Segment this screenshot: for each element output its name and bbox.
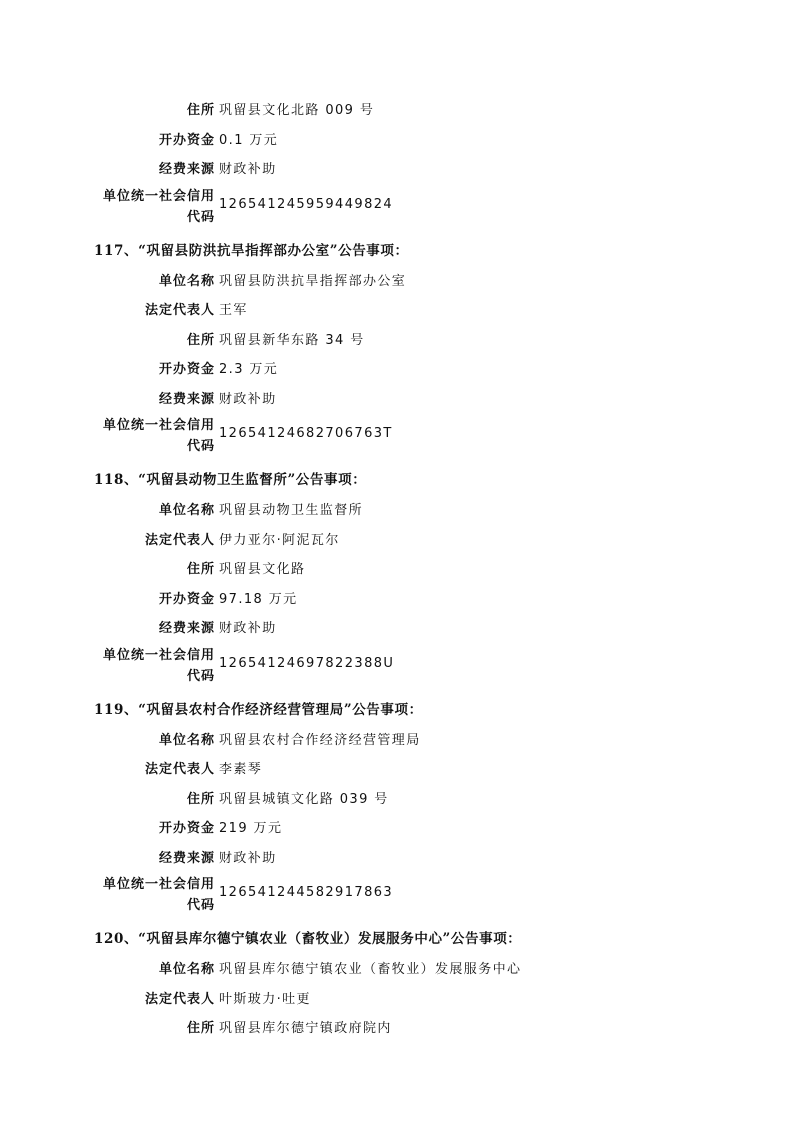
field-rep	[0, 526, 793, 556]
entry-heading-text: 117、“巩留县防洪抗旱指挥部办公室”公告事项：	[94, 242, 409, 259]
label-line: 单位统一社会信用	[102, 188, 215, 204]
field-address	[0, 96, 793, 126]
field-label: 经费来源	[158, 850, 215, 866]
field-value: 巩留县文化路	[219, 562, 306, 577]
field-capital	[0, 355, 793, 385]
field-funding	[0, 155, 793, 185]
field-name	[0, 267, 793, 297]
entry-heading	[0, 233, 793, 267]
entry-heading	[0, 692, 793, 726]
field-value: 126541244582917863	[219, 885, 394, 900]
field-funding	[0, 844, 793, 874]
field-funding	[0, 385, 793, 415]
field-label: 法定代表人	[144, 532, 215, 548]
field-label: 法定代表人	[144, 303, 215, 318]
field-label	[15, 874, 215, 916]
field-label: 单位名称	[158, 273, 215, 289]
field-value: 叶斯玻力·吐更	[219, 991, 311, 1007]
field-address	[0, 1014, 793, 1044]
field-label: 住所	[186, 103, 215, 118]
label-line: 代码	[186, 439, 215, 454]
field-label	[15, 415, 215, 457]
entry-heading-text: 118、“巩留县动物卫生监督所”公告事项：	[94, 472, 367, 488]
field-rep	[0, 296, 793, 326]
field-credit-code	[0, 644, 793, 692]
label-line: 单位统一社会信用	[102, 418, 215, 433]
field-value: 巩留县防洪抗旱指挥部办公室	[219, 273, 407, 289]
field-address	[0, 785, 793, 815]
field-label: 单位名称	[158, 503, 215, 518]
field-capital	[0, 585, 793, 615]
field-name	[0, 955, 793, 985]
field-label: 住所	[186, 791, 215, 807]
field-label: 单位名称	[158, 962, 215, 977]
field-value: 219 万元	[219, 821, 283, 836]
field-rep	[0, 755, 793, 785]
field-value: 巩留县城镇文化路 039 号	[219, 791, 389, 807]
field-value: 0.1 万元	[219, 132, 279, 148]
field-label: 经费来源	[158, 162, 215, 177]
label-line: 代码	[186, 209, 215, 225]
field-label: 开办资金	[158, 362, 215, 377]
field-label: 法定代表人	[144, 991, 215, 1007]
field-label: 开办资金	[158, 132, 215, 148]
field-label: 住所	[186, 562, 215, 577]
field-value: 财政补助	[219, 162, 277, 177]
document-page	[0, 96, 793, 1044]
field-value: 巩留县新华东路 34 号	[219, 332, 365, 348]
field-capital	[0, 126, 793, 156]
field-value: 伊力亚尔·阿泥瓦尔	[219, 532, 340, 548]
entry-heading-text: 119、“巩留县农村合作经济经营管理局”公告事项：	[94, 701, 423, 718]
field-value: 财政补助	[219, 850, 277, 866]
field-label: 法定代表人	[144, 762, 215, 777]
label-line: 单位统一社会信用	[102, 647, 215, 663]
field-label: 开办资金	[158, 591, 215, 607]
field-value: 巩留县库尔德宁镇农业（畜牧业）发展服务中心	[219, 962, 522, 977]
field-value: 巩留县库尔德宁镇政府院内	[219, 1021, 392, 1036]
field-address	[0, 555, 793, 585]
field-label: 住所	[186, 1021, 215, 1036]
field-value: 李素琴	[219, 762, 263, 777]
field-name	[0, 726, 793, 756]
field-label	[15, 186, 215, 228]
field-credit-code	[0, 873, 793, 921]
field-credit-code	[0, 414, 793, 462]
field-rep	[0, 985, 793, 1015]
field-label: 开办资金	[158, 821, 215, 836]
field-value: 财政补助	[219, 391, 277, 407]
field-label: 经费来源	[158, 621, 215, 636]
field-value: 2.3 万元	[219, 362, 279, 377]
label-line: 代码	[186, 668, 215, 684]
field-value: 王军	[219, 303, 248, 318]
field-value: 12654124682706763T	[219, 426, 393, 441]
entry-heading	[0, 921, 793, 955]
entry-heading	[0, 462, 793, 496]
field-value: 12654124697822388U	[219, 655, 395, 671]
field-value: 126541245959449824	[219, 196, 394, 212]
field-address	[0, 326, 793, 356]
field-value: 财政补助	[219, 621, 277, 636]
field-value: 巩留县文化北路 009 号	[219, 103, 375, 118]
field-capital	[0, 814, 793, 844]
field-name	[0, 496, 793, 526]
field-funding	[0, 614, 793, 644]
entry-heading-text: 120、“巩留县库尔德宁镇农业（畜牧业）发展服务中心”公告事项：	[94, 931, 522, 947]
field-label: 住所	[186, 332, 215, 348]
label-line: 代码	[186, 898, 215, 913]
field-label: 单位名称	[158, 732, 215, 748]
field-value: 巩留县农村合作经济经营管理局	[219, 732, 421, 748]
field-label	[15, 645, 215, 687]
field-value: 97.18 万元	[219, 591, 298, 607]
field-value: 巩留县动物卫生监督所	[219, 503, 364, 518]
label-line: 单位统一社会信用	[102, 877, 215, 892]
field-label: 经费来源	[158, 391, 215, 407]
field-credit-code	[0, 185, 793, 233]
